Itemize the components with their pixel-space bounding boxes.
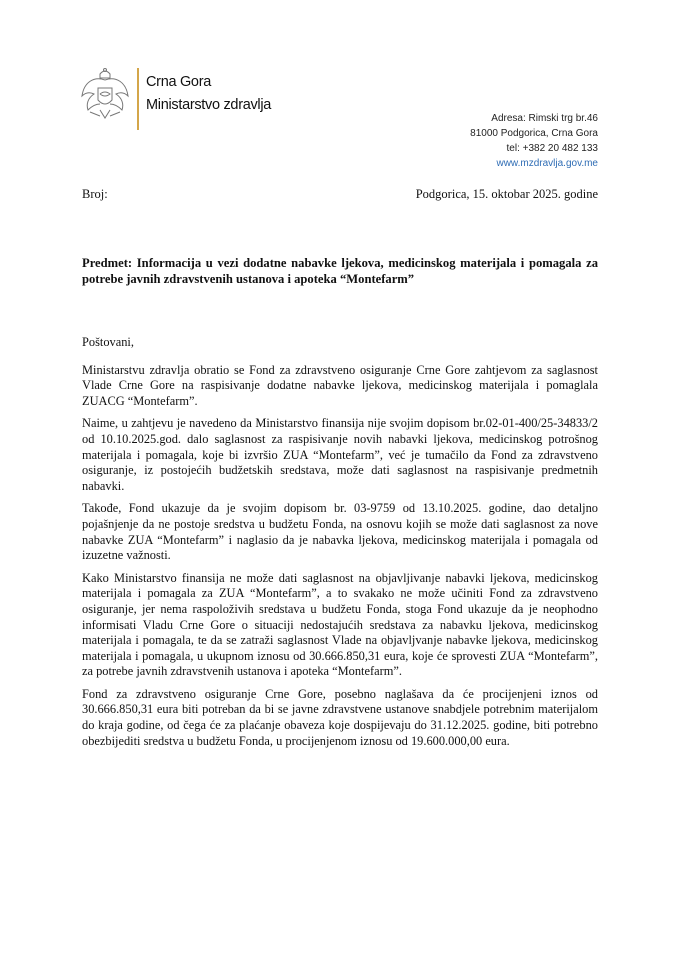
subject-line: Predmet: Informacija u vezi dodatne nabavke ljekova, medicinskog materijala i pomagala za potrebe javnih zdravstvenih ustanova i apoteka “Montefarm” [82,256,598,286]
address-block [470,111,598,171]
website-link[interactable]: www.mzdravlja.gov.me [496,158,598,169]
ministry-name: Ministarstvo zdravlja [146,97,272,113]
paragraph-4: Kako Ministarstvo finansija ne može dati saglasnost na objavljivanje nabavki ljekova, medicinskog materijala i pomagala za ZUA “Montefarm”, a to svakako ne može učiniti Fond za zdravstveno osiguranje, jer nema raspoloživih sredstava u budžetu Fonda, stoga Fond ukazuje da je neophodno informisati Vladu Crne Gore o situaciji nedostajućih sredstava za nabavku ljekova, medicinskog materijala i pomagala, te da se zatraži saglasnost Vlade na objavljvanje nabavke ljekova, medicinskog materijala i pomagala, u ukupnom iznosu od 30.666.850,31 eura, koje će sprovesti ZUA “Montefarm”, za potrebe javnih zdravstvenih ustanova i apoteka “Montefarm”. [82,570,598,679]
paragraph-2: Naime, u zahtjevu je navedeno da Ministarstvo finansija nije svojim dopisom br.02-01-400/25-34833/2 od 10.10.2025.god. dalo saglasnost za raspisivanje novih nabavki ljekova, medicinskog potrošnog materijala i pomagala, koje bi izvršio ZUA “Montefarm”, već je tumačilo da Fond za zdravstveno osiguranje, iz postojećih budžetskih sredstava, može dati saglasnost na raspisivanje predmetnih nabavki. [82,416,598,493]
salutation: Poštovani, [82,335,134,349]
paragraph-1: Ministarstvu zdravlja obratio se Fond za zdravstveno osiguranje Crne Gore zahtjevom za saglasnost Vlade Crne Gore na raspisivanje dodatne nabavke ljekova, medicinskog materijala i pomaglala ZUACG “Montefarm”. [82,362,598,408]
place-date: Podgorica, 15. oktobar 2025. godine [415,187,598,201]
header-divider [137,68,139,130]
phone: tel: +382 20 482 133 [506,143,598,154]
number-label: Broj: [82,187,108,201]
country-name: Crna Gora [146,74,211,90]
coat-of-arms-icon [78,66,132,122]
paragraph-3: Takođe, Fond ukazuje da je svojim dopisom br. 03-9759 od 13.10.2025. godine, dao detaljno pojašnjenje da ne postoje sredstva u budžetu Fonda, na osnovu kojih se može dati saglasnost za nove nabavke ZUA “Montefarm” i naglasio da je nabavka ljekova, medicinskog materijala i pomagala od izuzetne važnosti. [82,501,598,563]
letter-body [82,255,598,756]
address-street: Adresa: Rimski trg br.46 [491,113,598,124]
paragraph-5: Fond za zdravstveno osiguranje Crne Gore, posebno naglašava da će procijenjeni iznos od 30.666.850,31 eura biti potreban da bi se javne zdravstvene ustanove snabdjele potrebnim materijalom do kraja godine, od čega će za plaćanje obaveza koje dospijevaju do 31.12.2025. godine, biti potrebno obezbijediti sredstva u budžetu Fonda, u procijenjenom iznosu od 19.600.000,00 eura. [82,686,598,748]
address-city: 81000 Podgorica, Crna Gora [470,128,598,139]
